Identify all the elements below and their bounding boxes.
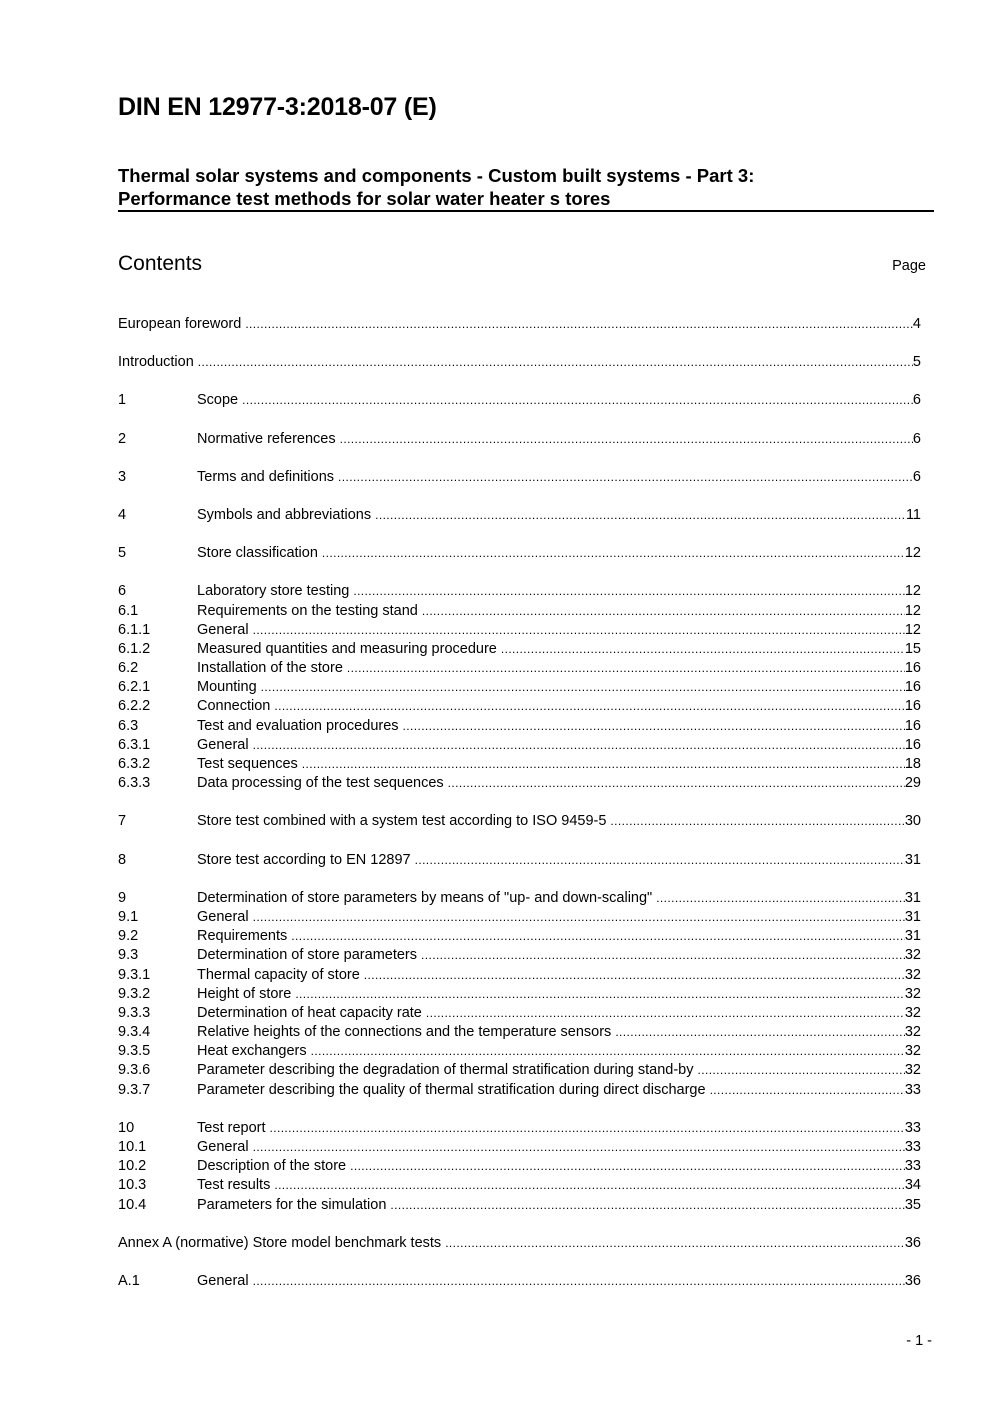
toc-entry[interactable]: [118, 813, 921, 832]
toc-entry[interactable]: [118, 737, 921, 756]
toc-entry-number: 6.2: [118, 660, 139, 677]
toc-entry-page: 12: [904, 621, 921, 638]
toc-entry-number: 1: [118, 392, 127, 409]
toc-dot-leader: [274, 699, 905, 713]
toc-entry-title: Store classification: [197, 545, 318, 562]
toc-entry-title: Description of the store: [197, 1158, 347, 1175]
toc-entry[interactable]: [118, 354, 921, 373]
toc-dot-leader: [291, 929, 905, 943]
toc-entry-number: 6.3.1: [118, 736, 151, 753]
toc-entry-page: 31: [904, 851, 921, 868]
toc-entry-title: Requirements on the testing stand: [197, 602, 418, 619]
toc-entry-number: 6: [118, 583, 127, 600]
toc-entry-number: 10.3: [118, 1177, 147, 1194]
toc-entry-page: 33: [904, 1158, 921, 1175]
toc-entry[interactable]: [118, 1082, 921, 1101]
toc-dot-leader: [253, 738, 905, 752]
toc-entry-number: 9.2: [118, 928, 139, 945]
toc-entry[interactable]: [118, 1043, 921, 1062]
toc-entry-number: 6.2.2: [118, 698, 151, 715]
toc-entry-page: 32: [904, 1062, 921, 1079]
toc-entry-title: General: [197, 1272, 249, 1289]
toc-dot-leader: [340, 432, 913, 446]
toc-dot-leader: [390, 1198, 904, 1212]
document-title: [118, 164, 934, 210]
toc-entry[interactable]: [118, 1273, 921, 1292]
table-of-contents: [118, 316, 921, 1292]
toc-dot-leader: [403, 719, 905, 733]
toc-entry-number: 5: [118, 545, 127, 562]
toc-entry[interactable]: [118, 545, 921, 564]
toc-entry-title: Data processing of the test sequences: [197, 775, 444, 792]
toc-entry-number: 6.1.1: [118, 621, 151, 638]
toc-entry-number: 9.3.3: [118, 1004, 151, 1021]
toc-entry-number: 9.3: [118, 947, 139, 964]
page-column-label: Page: [892, 258, 926, 274]
toc-entry-page: 29: [904, 775, 921, 792]
toc-dot-leader: [198, 355, 913, 369]
toc-entry[interactable]: [118, 718, 921, 737]
toc-dot-leader: [615, 1025, 905, 1039]
toc-dot-leader: [656, 891, 905, 905]
toc-entry[interactable]: [118, 507, 921, 526]
toc-dot-leader: [353, 584, 905, 598]
toc-entry-title: Parameters for the simulation: [197, 1196, 387, 1213]
toc-entry-number: 4: [118, 506, 127, 523]
toc-entry-page: 16: [904, 698, 921, 715]
toc-entry[interactable]: [118, 1120, 921, 1139]
toc-entry-title: Relative heights of the connections and the temperature sensors: [197, 1024, 612, 1041]
toc-entry-title: Requirements: [197, 928, 288, 945]
toc-entry[interactable]: [118, 852, 921, 871]
toc-entry-page: 12: [904, 602, 921, 619]
toc-entry-title: Parameter describing the degradation of thermal stratification during stand-by: [197, 1062, 694, 1079]
toc-entry[interactable]: [118, 583, 921, 602]
toc-dot-leader: [426, 1006, 905, 1020]
toc-entry-title: Parameter describing the quality of thermal stratification during direct discharge: [197, 1081, 706, 1098]
toc-dot-leader: [253, 910, 905, 924]
toc-entry-title: Thermal capacity of store: [197, 966, 360, 983]
toc-entry[interactable]: [118, 603, 921, 622]
toc-entry-title: Installation of the store: [197, 660, 343, 677]
toc-entry-page: 12: [904, 583, 921, 600]
toc-entry-title: Heat exchangers: [197, 1043, 307, 1060]
toc-entry-number: 6.1: [118, 602, 139, 619]
toc-entry-number: 6.2.1: [118, 679, 151, 696]
toc-entry-number: 9.3.2: [118, 985, 151, 1002]
toc-entry-page: 15: [904, 640, 921, 657]
toc-entry-page: 6: [912, 430, 921, 447]
toc-entry-title: Laboratory store testing: [197, 583, 350, 600]
toc-dot-leader: [448, 776, 905, 790]
toc-entry-page: 16: [904, 717, 921, 734]
toc-entry-page: 4: [912, 316, 921, 332]
toc-dot-leader: [422, 604, 905, 618]
toc-entry-page: 33: [904, 1139, 921, 1155]
toc-entry[interactable]: [118, 641, 921, 660]
toc-entry-page: 12: [904, 545, 921, 562]
toc-dot-leader: [274, 1178, 905, 1192]
toc-entry[interactable]: [118, 909, 921, 928]
toc-entry-number: 9.3.6: [118, 1062, 151, 1079]
toc-entry-number: 6.3.3: [118, 775, 151, 792]
toc-entry-page: 11: [905, 506, 921, 523]
toc-entry-title: Determination of heat capacity rate: [197, 1004, 422, 1021]
toc-dot-leader: [610, 814, 904, 828]
toc-entry-number: 9.3.5: [118, 1043, 151, 1060]
toc-entry[interactable]: [118, 967, 921, 986]
toc-entry[interactable]: [118, 1197, 921, 1216]
toc-dot-leader: [421, 948, 905, 962]
toc-entry-number: 10.1: [118, 1139, 147, 1155]
toc-entry-title: Determination of store parameters: [197, 947, 418, 964]
toc-entry-page: 32: [904, 1004, 921, 1021]
toc-entry-page: 32: [904, 966, 921, 983]
toc-entry-page: 32: [904, 947, 921, 964]
toc-entry-title: Annex A (normative) Store model benchmark tests: [118, 1234, 442, 1251]
toc-entry-number: 2: [118, 430, 127, 447]
toc-entry[interactable]: [118, 928, 921, 947]
toc-entry-number: 10.2: [118, 1158, 147, 1175]
toc-entry-title: Mounting: [197, 679, 257, 696]
toc-entry-title: General: [197, 1139, 249, 1155]
toc-entry-title: Symbols and abbreviations: [197, 506, 372, 523]
toc-dot-leader: [253, 1274, 905, 1288]
toc-entry[interactable]: [118, 679, 921, 698]
toc-entry-number: 7: [118, 813, 127, 830]
toc-entry-page: 30: [904, 813, 921, 830]
toc-entry-number: 6.3: [118, 717, 139, 734]
toc-entry-title: Measured quantities and measuring procedure: [197, 640, 497, 657]
toc-entry-number: 6.3.2: [118, 756, 151, 772]
toc-entry[interactable]: [118, 1139, 921, 1158]
toc-entry[interactable]: [118, 890, 921, 909]
toc-entry-page: 6: [912, 392, 921, 409]
toc-entry-number: 9.1: [118, 908, 139, 925]
toc-dot-leader: [311, 1044, 905, 1058]
document-identifier: DIN EN 12977-3:2018-07 (E): [118, 93, 437, 121]
toc-entry-title: General: [197, 908, 249, 925]
toc-entry-page: 32: [904, 1024, 921, 1041]
toc-entry-page: 31: [904, 889, 921, 906]
toc-entry-title: Store test according to EN 12897: [197, 851, 411, 868]
toc-dot-leader: [322, 546, 905, 560]
toc-entry-number: 3: [118, 468, 127, 485]
toc-entry-number: 9.3.7: [118, 1081, 151, 1098]
toc-entry-title: Introduction: [118, 354, 194, 371]
toc-entry-page: 18: [904, 756, 921, 772]
toc-entry[interactable]: [118, 986, 921, 1005]
toc-entry-page: 16: [904, 679, 921, 696]
toc-entry-page: 33: [904, 1081, 921, 1098]
toc-entry-number: 9.3.1: [118, 966, 151, 983]
toc-entry-page: 32: [904, 985, 921, 1002]
toc-entry-title: Test and evaluation procedures: [197, 717, 399, 734]
toc-entry-title: Height of store: [197, 985, 292, 1002]
toc-entry-title: General: [197, 621, 249, 638]
toc-dot-leader: [302, 757, 905, 771]
toc-dot-leader: [364, 968, 905, 982]
toc-dot-leader: [347, 661, 905, 675]
toc-dot-leader: [270, 1121, 905, 1135]
document-title-line-2: Performance test methods for solar water heater s tores: [118, 188, 611, 209]
toc-entry-number: 9.3.4: [118, 1024, 151, 1041]
toc-entry-number: 10: [118, 1119, 135, 1136]
toc-entry-title: Terms and definitions: [197, 468, 335, 485]
toc-entry[interactable]: [118, 392, 921, 411]
toc-entry-number: 8: [118, 851, 127, 868]
toc-dot-leader: [253, 623, 905, 637]
toc-entry-title: Test results: [197, 1177, 271, 1194]
toc-entry-page: 16: [904, 736, 921, 753]
toc-dot-leader: [253, 1140, 905, 1154]
toc-entry-title: European foreword: [118, 316, 242, 332]
toc-dot-leader: [338, 470, 913, 484]
toc-dot-leader: [710, 1083, 905, 1097]
toc-entry-number: 9: [118, 889, 127, 906]
toc-dot-leader: [375, 508, 906, 522]
toc-entry-page: 16: [904, 660, 921, 677]
toc-entry-page: 31: [904, 928, 921, 945]
toc-entry-page: 32: [904, 1043, 921, 1060]
toc-dot-leader: [415, 853, 905, 867]
toc-entry-page: 35: [904, 1196, 921, 1213]
toc-entry[interactable]: [118, 660, 921, 679]
toc-entry[interactable]: [118, 947, 921, 966]
toc-entry-title: Store test combined with a system test according to ISO 9459-5: [197, 813, 607, 830]
toc-entry[interactable]: [118, 1062, 921, 1081]
toc-entry-title: Test report: [197, 1119, 266, 1136]
toc-dot-leader: [698, 1063, 905, 1077]
contents-heading: Contents: [118, 252, 203, 275]
toc-entry-page: 36: [904, 1234, 921, 1251]
toc-dot-leader: [501, 642, 905, 656]
toc-entry[interactable]: [118, 1158, 921, 1177]
toc-dot-leader: [295, 987, 905, 1001]
toc-entry[interactable]: [118, 1235, 921, 1254]
toc-entry-title: Test sequences: [197, 756, 298, 772]
toc-entry-page: 31: [904, 908, 921, 925]
document-title-line-1: Thermal solar systems and components - Custom built systems - Part 3:: [118, 165, 755, 186]
toc-dot-leader: [445, 1236, 905, 1250]
toc-entry-number: A.1: [118, 1272, 140, 1289]
toc-entry[interactable]: [118, 622, 921, 641]
toc-entry[interactable]: [118, 756, 921, 775]
toc-dot-leader: [242, 393, 913, 407]
toc-entry-title: Connection: [197, 698, 271, 715]
toc-entry[interactable]: [118, 775, 921, 794]
toc-dot-leader: [245, 317, 913, 331]
toc-entry[interactable]: [118, 1177, 921, 1196]
toc-dot-leader: [350, 1159, 905, 1173]
toc-entry-page: 6: [912, 468, 921, 485]
toc-entry-page: 36: [904, 1272, 921, 1289]
toc-dot-leader: [261, 680, 905, 694]
toc-entry[interactable]: [118, 1005, 921, 1024]
toc-entry[interactable]: [118, 698, 921, 717]
toc-entry-number: 6.1.2: [118, 640, 151, 657]
toc-entry-title: Determination of store parameters by means of "up- and down-scaling": [197, 889, 653, 906]
toc-entry-page: 5: [912, 354, 921, 371]
page-number: - 1 -: [906, 1333, 932, 1349]
toc-entry-title: General: [197, 736, 249, 753]
toc-entry-title: Normative references: [197, 430, 336, 447]
toc-entry[interactable]: [118, 431, 921, 450]
toc-entry-page: 34: [904, 1177, 921, 1194]
toc-entry-number: 10.4: [118, 1196, 147, 1213]
toc-entry[interactable]: [118, 1024, 921, 1043]
toc-entry[interactable]: [118, 469, 921, 488]
title-underline: [118, 210, 934, 212]
toc-entry[interactable]: [118, 316, 921, 335]
toc-entry-page: 33: [904, 1119, 921, 1136]
toc-entry-title: Scope: [197, 392, 239, 409]
